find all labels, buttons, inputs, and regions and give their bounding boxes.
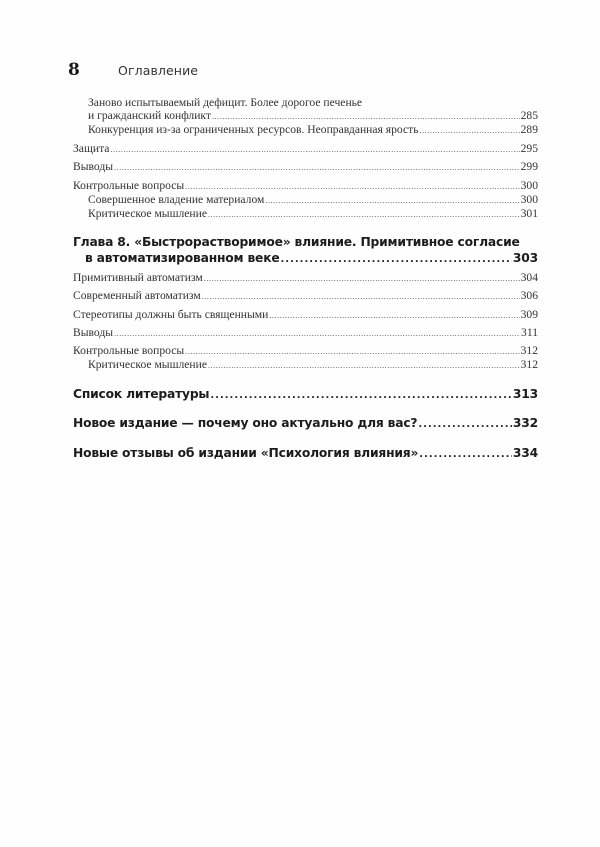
dot-leader — [280, 252, 511, 267]
toc-entry-title: Контрольные вопросы — [73, 344, 185, 357]
toc-entry-page: 289 — [520, 123, 538, 136]
dot-leader — [208, 359, 520, 372]
toc-entry[interactable] — [73, 289, 538, 303]
toc-entry-title: Защита — [73, 142, 110, 155]
toc-entry-title: Примитивный автоматизм — [73, 271, 203, 284]
dot-leader — [419, 447, 512, 462]
toc-entry-page: 301 — [520, 207, 538, 220]
toc-entry-title: Современный автоматизм — [73, 289, 201, 302]
toc-entry[interactable] — [73, 271, 538, 285]
toc-entry[interactable] — [73, 179, 538, 193]
toc-chapter-heading[interactable] — [73, 387, 538, 403]
toc-entry-title: Новые отзывы об издании «Психология влияния» — [73, 446, 419, 460]
dot-leader — [269, 309, 519, 322]
toc-entry-page: 295 — [520, 142, 538, 155]
dot-leader — [210, 388, 512, 403]
toc-entry-page: 313 — [512, 387, 538, 401]
toc-entry-title: и гражданский конфликт — [88, 109, 211, 122]
toc-entry[interactable] — [73, 142, 538, 156]
dot-leader — [204, 272, 520, 285]
toc-entry[interactable] — [73, 344, 538, 358]
dot-leader — [110, 143, 519, 156]
dot-leader — [419, 124, 519, 137]
toc-entry-title: Критическое мышление — [88, 358, 207, 371]
toc-entry-title: Контрольные вопросы — [73, 179, 185, 192]
toc-entry-title: Выводы — [73, 326, 114, 339]
dot-leader — [114, 327, 520, 340]
toc-entry[interactable] — [73, 160, 538, 174]
toc-entry-title: Совершенное владение материалом — [88, 193, 265, 206]
dot-leader — [185, 345, 519, 358]
toc-entry[interactable] — [88, 96, 538, 109]
toc-entry[interactable] — [88, 123, 538, 137]
running-head: Оглавление — [118, 63, 199, 78]
toc-entry[interactable] — [73, 308, 538, 322]
dot-leader — [202, 290, 520, 303]
toc-entry[interactable] — [88, 358, 538, 372]
dot-leader — [418, 417, 512, 432]
toc-entry-page: 303 — [512, 251, 538, 265]
toc-entry[interactable] — [88, 109, 538, 123]
page-number: 8 — [68, 60, 80, 80]
toc-entry-title: Выводы — [73, 160, 114, 173]
toc-entry[interactable] — [88, 207, 538, 221]
toc-entry-page: 285 — [520, 109, 538, 122]
toc-entry-page: 312 — [520, 344, 538, 357]
toc-entry-page: 300 — [520, 193, 538, 206]
toc-chapter-heading[interactable] — [85, 251, 538, 267]
toc-entry-title: Новое издание — почему оно актуально для вас? — [73, 416, 418, 430]
dot-leader — [185, 180, 519, 193]
toc-entry-title: Конкуренция из-за ограниченных ресурсов. Неоправданная ярость — [88, 123, 419, 136]
dot-leader — [265, 194, 519, 207]
toc-entry-title: Критическое мышление — [88, 207, 207, 220]
toc-entry-page: 311 — [521, 326, 538, 339]
toc-chapter-heading[interactable] — [73, 416, 538, 432]
dot-leader — [212, 110, 520, 123]
toc-entry-page: 312 — [520, 358, 538, 371]
toc-entry-title: Стереотипы должны быть священными — [73, 308, 269, 321]
toc-entry[interactable] — [73, 326, 538, 340]
toc-chapter-heading[interactable] — [73, 235, 538, 250]
toc-chapter-heading[interactable] — [73, 446, 538, 462]
toc-entry-title: Заново испытываемый дефицит. Более дорогое печенье — [88, 96, 363, 109]
toc-entry-page: 304 — [520, 271, 538, 284]
dot-leader — [208, 208, 520, 221]
toc-entry-title: в автоматизированном веке — [85, 251, 280, 265]
toc-entry-page: 332 — [512, 416, 538, 430]
toc-entry-page: 306 — [520, 289, 538, 302]
dot-leader — [114, 161, 520, 174]
toc-entry-page: 334 — [512, 446, 538, 460]
toc-entry-page: 309 — [520, 308, 538, 321]
toc-entry-title: Глава 8. «Быстрорастворимое» влияние. Примитивное согласие — [73, 235, 520, 249]
toc-entry-title: Список литературы — [73, 387, 210, 401]
toc-entry-page: 299 — [520, 160, 538, 173]
toc-entry-page: 300 — [520, 179, 538, 192]
toc-entry[interactable] — [88, 193, 538, 207]
